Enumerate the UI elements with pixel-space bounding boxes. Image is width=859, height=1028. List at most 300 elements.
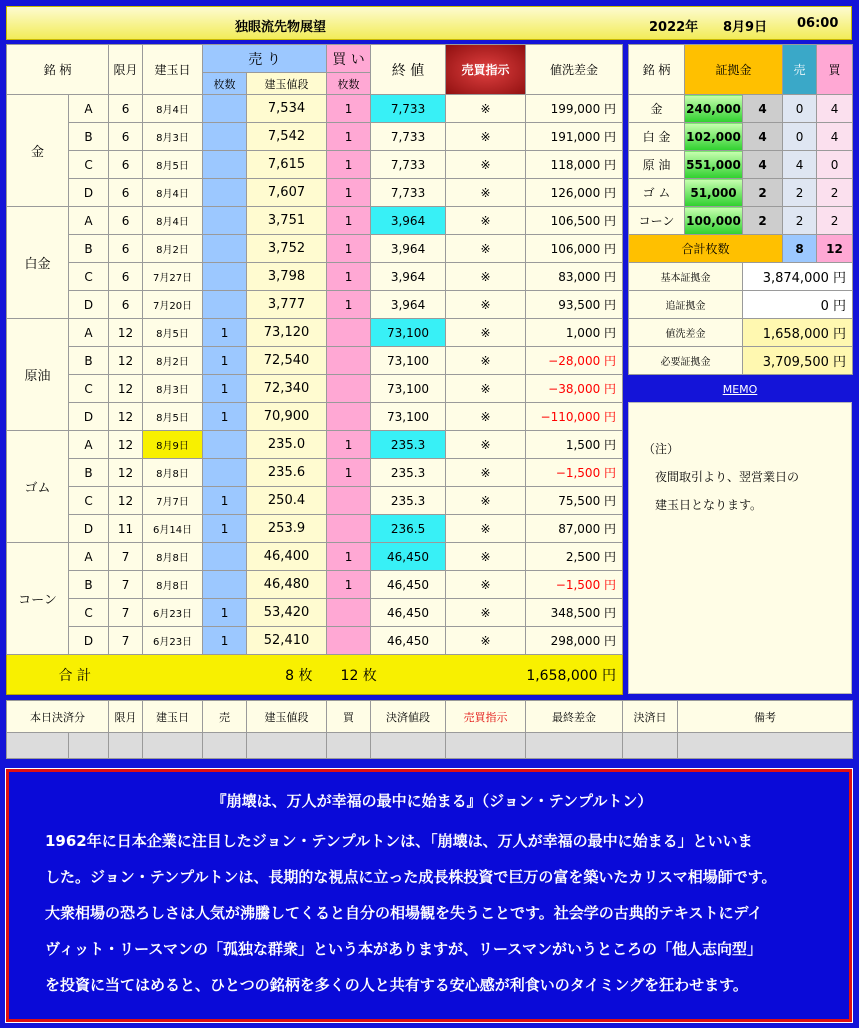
position-diff: −38,000 円	[526, 375, 623, 403]
position-row	[7, 347, 623, 375]
position-signal: ※	[446, 235, 526, 263]
position-buy-count	[327, 487, 371, 515]
memo-line: 夜間取引より、翌営業日の	[643, 470, 800, 484]
margin-value: 100,000	[685, 207, 743, 235]
position-date: 8月4日	[143, 207, 203, 235]
position-label: C	[69, 151, 109, 179]
settle-col-final: 最終差金	[526, 701, 623, 733]
position-signal: ※	[446, 123, 526, 151]
margin-summary-row	[629, 263, 853, 291]
position-sell-count	[203, 263, 247, 291]
position-label: C	[69, 263, 109, 291]
commodity-name: 原油	[7, 319, 69, 431]
position-label: D	[69, 515, 109, 543]
margin-sell: 4	[783, 151, 817, 179]
position-row	[7, 599, 623, 627]
position-sell-count: 1	[203, 319, 247, 347]
settle-cell[interactable]	[7, 733, 69, 759]
settle-cell[interactable]	[247, 733, 327, 759]
position-buy-count	[327, 627, 371, 655]
position-price: 46,480	[247, 571, 327, 599]
position-close: 46,450	[371, 599, 446, 627]
position-date: 8月8日	[143, 543, 203, 571]
position-diff: −110,000 円	[526, 403, 623, 431]
position-date: 6月23日	[143, 599, 203, 627]
margin-units: 4	[743, 151, 783, 179]
position-diff: 348,500 円	[526, 599, 623, 627]
margin-row	[629, 207, 853, 235]
margin-sell: 0	[783, 123, 817, 151]
positions-table	[6, 44, 623, 695]
position-buy-count: 1	[327, 179, 371, 207]
settle-cell[interactable]	[203, 733, 247, 759]
position-date: 8月5日	[143, 319, 203, 347]
commodity-name: 白金	[7, 207, 69, 319]
position-month: 7	[109, 543, 143, 571]
position-month: 6	[109, 207, 143, 235]
settle-cell[interactable]	[371, 733, 446, 759]
settle-col-notes: 備考	[678, 701, 853, 733]
settle-col-month: 限月	[109, 701, 143, 733]
position-buy-count: 1	[327, 207, 371, 235]
margin-name: ゴ ム	[629, 179, 685, 207]
position-month: 6	[109, 95, 143, 123]
position-price: 7,542	[247, 123, 327, 151]
position-date: 8月8日	[143, 571, 203, 599]
position-buy-count: 1	[327, 95, 371, 123]
position-date: 6月14日	[143, 515, 203, 543]
position-month: 12	[109, 487, 143, 515]
position-sell-count: 1	[203, 599, 247, 627]
position-price: 46,400	[247, 543, 327, 571]
position-row	[7, 571, 623, 599]
commodity-name: ゴム	[7, 431, 69, 543]
col-month: 限月	[109, 45, 143, 95]
position-sell-count	[203, 459, 247, 487]
position-month: 7	[109, 599, 143, 627]
position-label: B	[69, 123, 109, 151]
position-buy-count	[327, 515, 371, 543]
position-diff: 87,000 円	[526, 515, 623, 543]
position-price: 3,798	[247, 263, 327, 291]
position-label: D	[69, 179, 109, 207]
settle-cell[interactable]	[678, 733, 853, 759]
position-price: 52,410	[247, 627, 327, 655]
totals-row	[7, 655, 623, 695]
quote-line: した。ジョン・テンプルトンは、長期的な視点に立った成長株投資で巨万の富を築いたカリスマ相場師です。	[45, 868, 777, 886]
position-label: B	[69, 347, 109, 375]
settle-col-signal: 売買指示	[446, 701, 526, 733]
position-price: 3,751	[247, 207, 327, 235]
position-date: 8月3日	[143, 375, 203, 403]
col-close: 終 値	[371, 45, 446, 95]
position-label: D	[69, 627, 109, 655]
quote-box	[6, 769, 852, 1022]
position-label: C	[69, 599, 109, 627]
position-close: 46,450	[371, 571, 446, 599]
position-close: 235.3	[371, 487, 446, 515]
summary-value: 0 円	[743, 291, 853, 319]
position-close: 3,964	[371, 207, 446, 235]
position-sell-count	[203, 179, 247, 207]
position-label: C	[69, 487, 109, 515]
settle-cell[interactable]	[327, 733, 371, 759]
position-close: 73,100	[371, 375, 446, 403]
position-diff: 126,000 円	[526, 179, 623, 207]
position-row	[7, 95, 623, 123]
position-buy-count: 1	[327, 235, 371, 263]
position-date: 8月5日	[143, 151, 203, 179]
position-label: B	[69, 459, 109, 487]
position-row	[7, 627, 623, 655]
margin-row	[629, 179, 853, 207]
position-month: 12	[109, 403, 143, 431]
margin-units: 2	[743, 207, 783, 235]
position-date: 7月27日	[143, 263, 203, 291]
position-price: 72,540	[247, 347, 327, 375]
position-signal: ※	[446, 291, 526, 319]
col-sell-count: 枚数	[203, 73, 247, 95]
position-diff: −28,000 円	[526, 347, 623, 375]
position-price: 253.9	[247, 515, 327, 543]
position-price: 235.0	[247, 431, 327, 459]
position-close: 3,964	[371, 263, 446, 291]
margin-total-buy: 12	[817, 235, 853, 263]
position-close: 7,733	[371, 123, 446, 151]
margin-units: 4	[743, 95, 783, 123]
position-buy-count	[327, 375, 371, 403]
position-row	[7, 319, 623, 347]
position-signal: ※	[446, 487, 526, 515]
position-diff: 118,000 円	[526, 151, 623, 179]
position-close: 235.3	[371, 459, 446, 487]
margin-row	[629, 95, 853, 123]
position-sell-count: 1	[203, 515, 247, 543]
margin-name: 金	[629, 95, 685, 123]
position-buy-count	[327, 403, 371, 431]
position-close: 7,733	[371, 179, 446, 207]
position-diff: 2,500 円	[526, 543, 623, 571]
position-month: 7	[109, 627, 143, 655]
position-label: A	[69, 543, 109, 571]
position-row	[7, 487, 623, 515]
position-close: 236.5	[371, 515, 446, 543]
settle-col-buy: 買	[327, 701, 371, 733]
position-month: 12	[109, 347, 143, 375]
margin-total-label: 合計枚数	[629, 235, 783, 263]
position-row	[7, 431, 623, 459]
margin-row	[629, 151, 853, 179]
position-signal: ※	[446, 207, 526, 235]
position-diff: 1,000 円	[526, 319, 623, 347]
commodity-name: 金	[7, 95, 69, 207]
position-row	[7, 263, 623, 291]
position-month: 6	[109, 263, 143, 291]
position-signal: ※	[446, 571, 526, 599]
totals-label: 合 計	[7, 655, 143, 695]
position-close: 3,964	[371, 235, 446, 263]
margin-buy: 0	[817, 151, 853, 179]
position-signal: ※	[446, 263, 526, 291]
col-signal: 売買指示	[446, 45, 526, 95]
margin-value: 102,000	[685, 123, 743, 151]
position-buy-count: 1	[327, 543, 371, 571]
margin-row	[629, 123, 853, 151]
settle-cell[interactable]	[446, 733, 526, 759]
position-label: A	[69, 431, 109, 459]
position-signal: ※	[446, 319, 526, 347]
memo-link[interactable]: MEMO	[722, 383, 758, 396]
position-row	[7, 459, 623, 487]
position-sell-count	[203, 123, 247, 151]
settle-cell[interactable]	[623, 733, 678, 759]
position-date: 8月5日	[143, 403, 203, 431]
position-month: 12	[109, 431, 143, 459]
margin-units: 4	[743, 123, 783, 151]
summary-value: 3,874,000 円	[743, 263, 853, 291]
position-month: 12	[109, 375, 143, 403]
position-buy-count: 1	[327, 123, 371, 151]
position-month: 6	[109, 235, 143, 263]
col-sell: 売 り	[203, 45, 327, 73]
position-month: 11	[109, 515, 143, 543]
position-label: B	[69, 235, 109, 263]
margin-summary-row	[629, 291, 853, 319]
margin-buy: 4	[817, 95, 853, 123]
settle-col-sell: 売	[203, 701, 247, 733]
position-signal: ※	[446, 375, 526, 403]
position-buy-count: 1	[327, 459, 371, 487]
position-label: B	[69, 571, 109, 599]
position-month: 12	[109, 319, 143, 347]
position-close: 3,964	[371, 291, 446, 319]
settle-cell[interactable]	[526, 733, 623, 759]
position-signal: ※	[446, 151, 526, 179]
settle-col-today: 本日決済分	[7, 701, 109, 733]
margin-summary-row	[629, 347, 853, 375]
margin-col-margin: 証拠金	[685, 45, 783, 95]
position-row	[7, 151, 623, 179]
position-row	[7, 235, 623, 263]
position-price: 250.4	[247, 487, 327, 515]
position-close: 46,450	[371, 627, 446, 655]
quote-line: 大衆相場の恐ろしさは人気が沸騰してくると自分の相場観を失うことです。社会学の古典的テキストにデイ	[45, 904, 763, 922]
col-buy: 買 い	[327, 45, 371, 73]
header-time: 06:00	[797, 16, 839, 31]
position-date: 6月23日	[143, 627, 203, 655]
position-price: 3,777	[247, 291, 327, 319]
position-month: 12	[109, 459, 143, 487]
memo-box	[628, 402, 852, 694]
position-signal: ※	[446, 403, 526, 431]
position-date: 8月2日	[143, 235, 203, 263]
position-signal: ※	[446, 347, 526, 375]
settlement-table	[6, 700, 853, 759]
position-date: 7月7日	[143, 487, 203, 515]
position-signal: ※	[446, 627, 526, 655]
position-close: 73,100	[371, 403, 446, 431]
position-diff: −1,500 円	[526, 571, 623, 599]
position-price: 3,752	[247, 235, 327, 263]
header-date: 8月9日	[723, 20, 768, 35]
position-diff: 75,500 円	[526, 487, 623, 515]
margin-sell: 2	[783, 179, 817, 207]
summary-label: 必要証拠金	[629, 347, 743, 375]
position-sell-count	[203, 571, 247, 599]
position-month: 6	[109, 151, 143, 179]
margin-panel	[628, 44, 853, 375]
position-row	[7, 543, 623, 571]
position-month: 7	[109, 571, 143, 599]
settle-cell[interactable]	[109, 733, 143, 759]
position-date: 8月3日	[143, 123, 203, 151]
position-price: 235.6	[247, 459, 327, 487]
position-diff: 199,000 円	[526, 95, 623, 123]
settlement-empty-row	[7, 733, 853, 759]
position-sell-count	[203, 291, 247, 319]
quote-line: ヴィット・リースマンの「孤独な群衆」という本がありますが、リースマンがいうところの「他人志向型」	[45, 940, 763, 958]
summary-value: 3,709,500 円	[743, 347, 853, 375]
margin-sell: 0	[783, 95, 817, 123]
position-buy-count: 1	[327, 571, 371, 599]
summary-label: 値洗差金	[629, 319, 743, 347]
position-close: 235.3	[371, 431, 446, 459]
margin-name: コーン	[629, 207, 685, 235]
position-row	[7, 375, 623, 403]
position-signal: ※	[446, 431, 526, 459]
quote-line: 1962年に日本企業に注目したジョン・テンプルトンは、「崩壊は、万人が幸福の最中に始まる」といいま	[45, 832, 753, 850]
position-price: 53,420	[247, 599, 327, 627]
margin-units: 2	[743, 179, 783, 207]
summary-label: 基本証拠金	[629, 263, 743, 291]
position-date: 8月4日	[143, 95, 203, 123]
settle-cell[interactable]	[69, 733, 109, 759]
quote-title: 『崩壊は、万人が幸福の最中に始まる』（ジョン・テンプルトン）	[211, 792, 653, 810]
commodity-name: コーン	[7, 543, 69, 655]
margin-sell: 2	[783, 207, 817, 235]
settle-col-close-price: 決済値段	[371, 701, 446, 733]
col-buy-count: 枚数	[327, 73, 371, 95]
margin-summary-row	[629, 319, 853, 347]
header-bar	[6, 6, 852, 40]
header-year: 2022年	[649, 20, 699, 35]
position-signal: ※	[446, 515, 526, 543]
position-diff: 93,500 円	[526, 291, 623, 319]
position-diff: 1,500 円	[526, 431, 623, 459]
margin-buy: 2	[817, 207, 853, 235]
position-buy-count: 1	[327, 151, 371, 179]
position-close: 73,100	[371, 347, 446, 375]
position-sell-count	[203, 151, 247, 179]
position-buy-count: 1	[327, 263, 371, 291]
position-sell-count: 1	[203, 347, 247, 375]
margin-col-sell: 売	[783, 45, 817, 95]
margin-value: 240,000	[685, 95, 743, 123]
margin-value: 51,000	[685, 179, 743, 207]
position-diff: 83,000 円	[526, 263, 623, 291]
position-row	[7, 403, 623, 431]
position-row	[7, 179, 623, 207]
summary-label: 追証拠金	[629, 291, 743, 319]
position-row	[7, 291, 623, 319]
position-buy-count	[327, 319, 371, 347]
memo-line: （注）	[643, 442, 680, 456]
position-sell-count: 1	[203, 375, 247, 403]
position-price: 70,900	[247, 403, 327, 431]
settle-col-settle-date: 決済日	[623, 701, 678, 733]
position-sell-count	[203, 235, 247, 263]
position-month: 6	[109, 123, 143, 151]
position-signal: ※	[446, 95, 526, 123]
position-diff: 106,000 円	[526, 235, 623, 263]
position-price: 72,340	[247, 375, 327, 403]
margin-name: 原 油	[629, 151, 685, 179]
margin-col-buy: 買	[817, 45, 853, 95]
position-date: 7月20日	[143, 291, 203, 319]
position-row	[7, 123, 623, 151]
settle-col-date: 建玉日	[143, 701, 203, 733]
margin-buy: 2	[817, 179, 853, 207]
col-price: 建玉値段	[247, 73, 327, 95]
position-sell-count: 1	[203, 487, 247, 515]
margin-total-sell: 8	[783, 235, 817, 263]
position-date: 8月9日	[143, 431, 203, 459]
col-diff: 値洗差金	[526, 45, 623, 95]
margin-total-row	[629, 235, 853, 263]
position-close: 7,733	[371, 151, 446, 179]
position-signal: ※	[446, 179, 526, 207]
position-label: D	[69, 291, 109, 319]
position-sell-count	[203, 543, 247, 571]
settle-col-price: 建玉値段	[247, 701, 327, 733]
margin-col-name: 銘 柄	[629, 45, 685, 95]
col-name: 銘 柄	[7, 45, 109, 95]
position-buy-count: 1	[327, 431, 371, 459]
position-diff: 298,000 円	[526, 627, 623, 655]
totals-sell: 8 枚	[143, 655, 327, 695]
position-date: 8月2日	[143, 347, 203, 375]
page-title: 独眼流先物展望	[235, 20, 327, 35]
position-label: A	[69, 207, 109, 235]
position-label: C	[69, 375, 109, 403]
position-diff: 106,500 円	[526, 207, 623, 235]
position-month: 6	[109, 179, 143, 207]
position-close: 46,450	[371, 543, 446, 571]
position-label: A	[69, 319, 109, 347]
position-signal: ※	[446, 459, 526, 487]
col-open-date: 建玉日	[143, 45, 203, 95]
position-buy-count: 1	[327, 291, 371, 319]
position-sell-count: 1	[203, 627, 247, 655]
quote-line: を投資に当てはめると、ひとつの銘柄を多くの人と共有する安心感が利食いのタイミングを狂わせます。	[45, 976, 748, 994]
totals-buy: 12 枚	[327, 655, 446, 695]
position-price: 7,534	[247, 95, 327, 123]
position-signal: ※	[446, 543, 526, 571]
totals-diff: 1,658,000 円	[446, 655, 623, 695]
position-price: 73,120	[247, 319, 327, 347]
position-label: A	[69, 95, 109, 123]
position-label: D	[69, 403, 109, 431]
position-diff: 191,000 円	[526, 123, 623, 151]
settle-cell[interactable]	[143, 733, 203, 759]
margin-buy: 4	[817, 123, 853, 151]
position-close: 73,100	[371, 319, 446, 347]
position-row	[7, 207, 623, 235]
position-date: 8月8日	[143, 459, 203, 487]
position-close: 7,733	[371, 95, 446, 123]
margin-value: 551,000	[685, 151, 743, 179]
summary-value: 1,658,000 円	[743, 319, 853, 347]
